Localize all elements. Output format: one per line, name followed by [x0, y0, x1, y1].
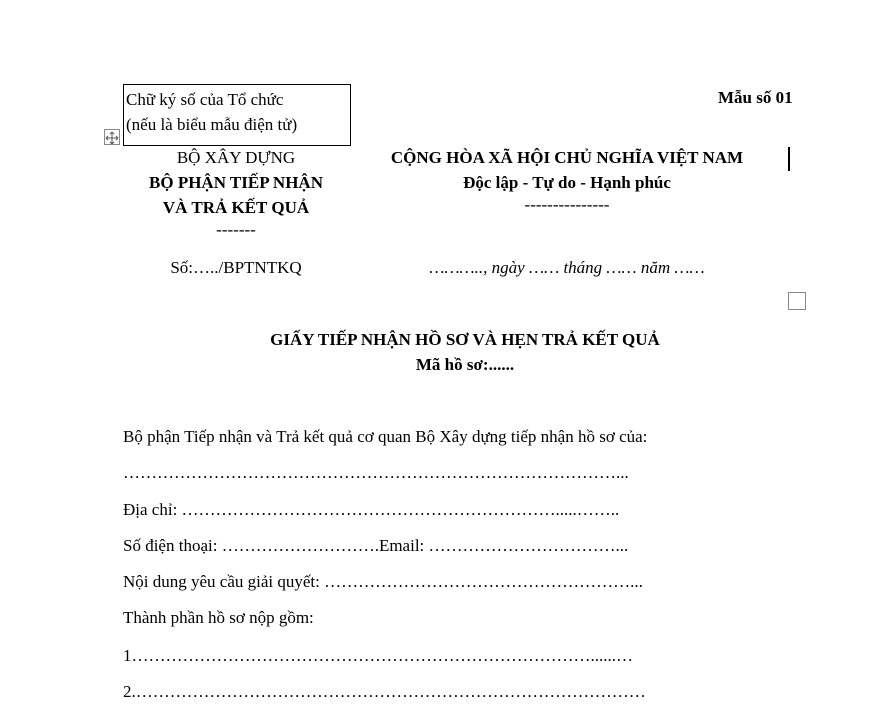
- request-field[interactable]: Nội dung yêu cầu giải quyết: ………………………………………………...: [123, 572, 643, 591]
- agency-divider: -------: [216, 220, 256, 239]
- address-field[interactable]: Địa chỉ: ………………………………………………………….....……..: [123, 500, 620, 519]
- document-number: Số:…../BPTNTKQ: [170, 258, 302, 277]
- department-line1: BỘ PHẬN TIẾP NHẬN: [149, 173, 323, 192]
- phone-email-field[interactable]: Số điện thoại: ……………………….Email: ……………………………...: [123, 536, 629, 555]
- country-name: CỘNG HÒA XÃ HỘI CHỦ NGHĨA VIỆT NAM: [390, 148, 744, 167]
- department-line2: VÀ TRẢ KẾT QUẢ: [162, 198, 310, 217]
- text-cursor: [788, 147, 790, 171]
- ministry-name: BỘ XÂY DỰNG: [176, 148, 296, 167]
- table-move-handle[interactable]: [104, 129, 120, 145]
- component-item-2[interactable]: 2.………………………………………………………………………………: [123, 682, 646, 701]
- file-code: Mã hồ sơ:......: [415, 355, 515, 374]
- applicant-name-field[interactable]: ……………………………………………………………………………...: [123, 463, 629, 482]
- signature-box-line2: (nếu là biểu mẫu điện tử): [126, 115, 298, 134]
- national-motto: Độc lập - Tự do - Hạnh phúc: [463, 173, 671, 192]
- components-label: Thành phần hồ sơ nộp gồm:: [123, 608, 314, 627]
- date-line: ……….., ngày …… tháng …… năm ……: [429, 258, 705, 277]
- signature-box-line1: Chữ ký số của Tổ chức: [126, 90, 284, 109]
- form-number: Mẫu số 01: [718, 88, 793, 107]
- component-item-1[interactable]: 1………………………………………………………………………......…: [123, 646, 633, 665]
- signature-box: [123, 84, 351, 146]
- checkbox[interactable]: [788, 292, 806, 310]
- document-title: GIẤY TIẾP NHẬN HỒ SƠ VÀ HẸN TRẢ KẾT QUẢ: [270, 330, 660, 349]
- intro-text: Bộ phận Tiếp nhận và Trả kết quả cơ quan Bộ Xây dựng tiếp nhận hồ sơ của:: [123, 427, 648, 446]
- move-icon: [105, 131, 119, 145]
- motto-divider: ---------------: [524, 195, 610, 214]
